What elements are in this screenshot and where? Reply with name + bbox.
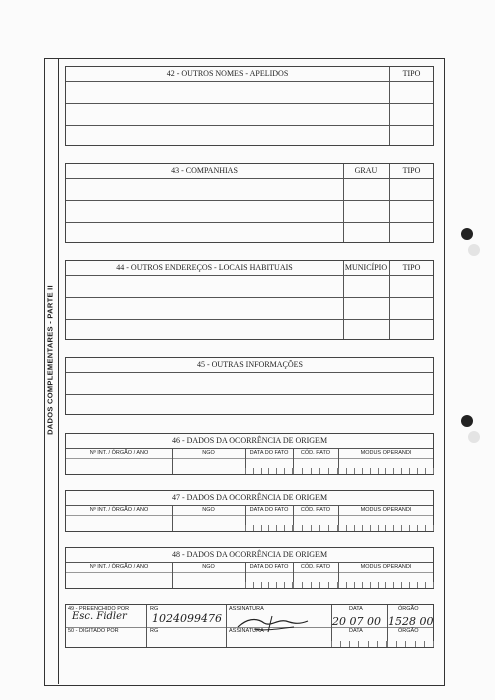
occ-col-n-int: Nº INT. / ÓRGÃO / ANO: [89, 564, 149, 570]
orgao-label-2: ÓRGÃO: [398, 628, 419, 634]
section-45-title: 45 - OUTRAS INFORMAÇÕES: [196, 360, 303, 369]
section-46-ocorrencia-origem: [65, 433, 434, 475]
data-value: 20 07 00: [332, 615, 381, 628]
preenchido-por-label: 49 - PREENCHIDO POR: [68, 606, 130, 612]
section-46-title: 46 - DADOS DA OCORRÊNCIA DE ORIGEM: [171, 436, 328, 445]
section-44-col-tipo: TIPO: [402, 263, 421, 272]
section-44-title: 44 - OUTROS ENDEREÇOS - LOCAIS HABITUAIS: [116, 263, 293, 272]
assinatura-label: ASSINATURA: [229, 606, 264, 612]
section-43-title: 43 - COMPANHIAS: [171, 166, 238, 175]
punch-hole-top-shadow: [468, 244, 480, 256]
data-label-2: DATA: [349, 628, 363, 634]
occ-col-ngo: NGO: [202, 450, 215, 456]
orgao-value: 1528 00: [388, 615, 434, 628]
handwritten-signature: [234, 613, 314, 635]
occ-col-data-fato: DATA DO FATO: [249, 450, 289, 456]
occ-col-n-int: Nº INT. / ÓRGÃO / ANO: [89, 507, 149, 513]
rg-label: RG: [150, 606, 159, 612]
occ-col-n-int: Nº INT. / ÓRGÃO / ANO: [89, 450, 149, 456]
section-42-title: 42 - OUTROS NOMES - APELIDOS: [166, 69, 289, 78]
punch-hole-bottom: [461, 415, 473, 427]
section-42-col-tipo: TIPO: [402, 69, 421, 78]
punch-hole-bottom-shadow: [468, 431, 480, 443]
preenchido-por-value: Esc. Fidler: [72, 611, 127, 622]
occ-col-modus: MODUS OPERANDI: [360, 507, 412, 513]
rg-label-2: RG: [150, 628, 159, 634]
section-48-title: 48 - DADOS DA OCORRÊNCIA DE ORIGEM: [171, 550, 328, 559]
punch-hole-top: [461, 228, 473, 240]
occ-col-data-fato: DATA DO FATO: [249, 507, 289, 513]
signature-block: [65, 604, 434, 648]
section-44-outros-enderecos: [65, 260, 434, 340]
section-44-col-municipio: MUNICÍPIO: [344, 263, 388, 272]
side-label: DADOS COMPLEMENTARES - PARTE II: [45, 285, 55, 435]
occ-col-cod-fato: CÓD. FATO: [300, 507, 331, 513]
data-label: DATA: [349, 606, 363, 612]
section-47-title: 47 - DADOS DA OCORRÊNCIA DE ORIGEM: [171, 493, 328, 502]
section-43-col-grau: GRAU: [354, 166, 378, 175]
digitado-por-label: 50 - DIGITADO POR: [68, 628, 119, 634]
occ-col-modus: MODUS OPERANDI: [360, 564, 412, 570]
occ-col-modus: MODUS OPERANDI: [360, 450, 412, 456]
section-42-outros-nomes: [65, 66, 434, 146]
section-48-ocorrencia-origem: [65, 547, 434, 589]
section-43-col-tipo: TIPO: [402, 166, 421, 175]
section-47-ocorrencia-origem: [65, 490, 434, 532]
rg-value: 1024099476: [152, 612, 222, 625]
section-45-outras-informacoes: [65, 357, 434, 415]
assinatura-label-2: ASSINATURA: [229, 628, 264, 634]
occ-col-cod-fato: CÓD. FATO: [300, 450, 331, 456]
section-43-companhias: [65, 163, 434, 243]
occ-col-ngo: NGO: [202, 507, 215, 513]
occ-col-ngo: NGO: [202, 564, 215, 570]
occ-col-cod-fato: CÓD. FATO: [300, 564, 331, 570]
occ-col-data-fato: DATA DO FATO: [249, 564, 289, 570]
orgao-label: ÓRGÃO: [398, 606, 419, 612]
